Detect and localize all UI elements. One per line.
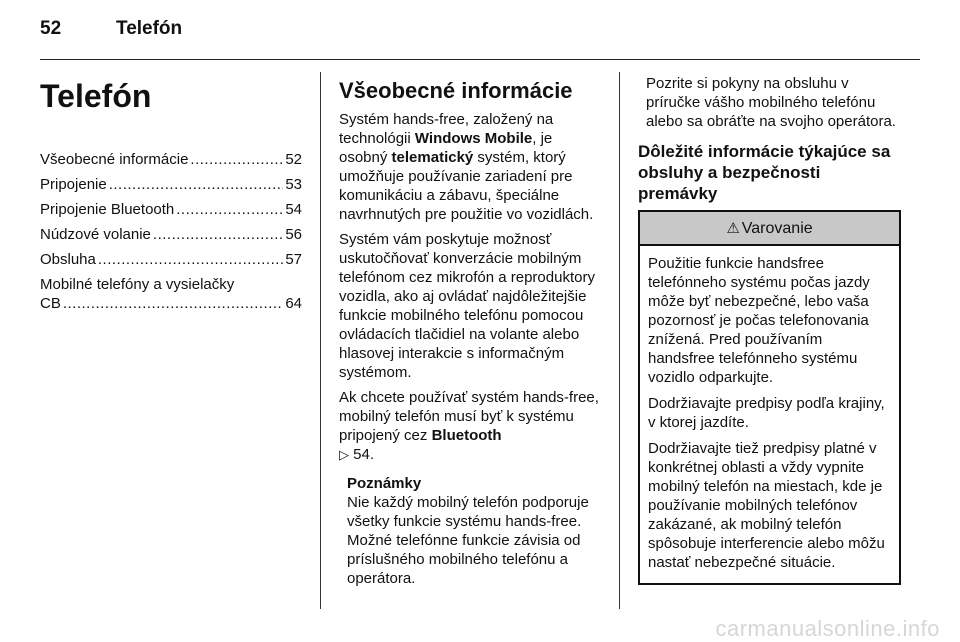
- toc-entry-label: Pripojenie: [40, 176, 107, 193]
- warning-box: [638, 210, 901, 585]
- toc-entry-label: Núdzové volanie: [40, 226, 151, 243]
- note-title: Poznámky: [347, 475, 422, 492]
- toc-entry[interactable]: [40, 175, 302, 194]
- toc-entry[interactable]: [40, 250, 302, 269]
- watermark: carmanualsonline.info: [715, 616, 940, 641]
- paragraph-system: Systém vám poskytuje možnosť uskutočňovať konverzácie mobilným telefónom cez mikrofón a reproduktory vozidla, ako aj ovládať najdôležitejšie funkcie mobilného telefónu pomocou ovládacích tlačidiel na volante alebo hlasovej interakcie s informačným systémom.: [339, 231, 595, 381]
- toc-entry-page: 57: [285, 251, 302, 268]
- bluetooth-term: Bluetooth: [431, 427, 502, 444]
- safety-column: [638, 74, 901, 585]
- warning-paragraph: Použitie funkcie handsfree telefónneho systému počas jazdy môže byť nebezpečné, lebo vaša pozornosť je počas telefonovania znížená. Pred používaním handsfree telefónneho systému vozidlo odparkujte.: [648, 255, 870, 386]
- toc-entry[interactable]: [40, 225, 302, 244]
- toc-entry-page: 54: [285, 201, 302, 218]
- telematic-term: telematický: [391, 149, 474, 166]
- toc-entry-page: 53: [285, 176, 302, 193]
- warning-header: [640, 212, 899, 246]
- note-block: [347, 474, 603, 588]
- header-title: Telefón: [116, 18, 183, 39]
- toc-leader: [190, 150, 283, 169]
- chapter-title: Telefón: [40, 78, 152, 114]
- toc-leader: [153, 225, 283, 244]
- warning-triangle-icon: ⚠: [726, 220, 740, 237]
- paragraph-operator: Pozrite si pokyny na obsluhu v príručke vášho mobilného telefónu alebo sa obráťte na svojho operátora.: [646, 75, 896, 130]
- toc-leader: [109, 175, 284, 194]
- toc-entry[interactable]: [40, 200, 302, 219]
- toc-entry-page: 52: [285, 151, 302, 168]
- toc-leader: [98, 250, 283, 269]
- column-divider-2: [619, 72, 620, 609]
- toc-entry-page: 56: [285, 226, 302, 243]
- page-reference[interactable]: 54.: [353, 446, 375, 463]
- toc-entry-label-line2: CB: [40, 295, 61, 312]
- toc-entry-label: Pripojenie Bluetooth: [40, 201, 175, 218]
- paragraph-intro: Systém hands-free, založený na technológii Windows Mobile, je osobný telematický systém, ktorý umožňuje používanie zariadení pre komunikáciu a zábavu, špeciálne navrhnutých pre použitie vo vozidlách.: [339, 111, 594, 223]
- warning-body: [640, 246, 899, 583]
- section-heading: Všeobecné informácie: [339, 78, 573, 103]
- warning-title: Varovanie: [741, 220, 813, 237]
- general-info-column: [339, 74, 603, 588]
- page-number: 52: [40, 18, 62, 39]
- toc-entry-page: 64: [285, 295, 302, 312]
- subsection-heading: Dôležité informácie týkajúce sa obsluhy a bezpečnosti premávky: [638, 142, 891, 203]
- warning-paragraph: Dodržiavajte tiež predpisy platné v konkrétnej oblasti a vždy vypnite mobilný telefón na miestach, kde je používanie mobilných telefónov zakázané, ak mobilný telefón spôsobuje interferencie alebo môžu nastať nebezpečné situácie.: [648, 440, 885, 571]
- toc-entry-label: Všeobecné informácie: [40, 151, 189, 168]
- toc-entry[interactable]: [40, 275, 302, 313]
- toc-leader: [63, 294, 283, 313]
- toc-entry[interactable]: [40, 150, 302, 169]
- page-reference-icon: ▷: [339, 447, 349, 462]
- column-divider-1: [320, 72, 321, 609]
- toc-entry-label: Obsluha: [40, 251, 96, 268]
- toc-entry-label-line1: Mobilné telefóny a vysielačky: [40, 276, 235, 293]
- note-text: Nie každý mobilný telefón podporuje všetky funkcie systému hands-free. Možné telefónne funkcie závisia od príslušného mobilného telefónu a operátora.: [347, 494, 589, 587]
- header-divider: [40, 59, 920, 60]
- toc-column: [40, 74, 302, 319]
- toc-leader: [176, 200, 283, 219]
- windows-mobile-term: Windows Mobile: [414, 130, 533, 147]
- warning-paragraph: Dodržiavajte predpisy podľa krajiny, v ktorej jazdíte.: [648, 395, 885, 431]
- page-header: [40, 18, 920, 50]
- paragraph-bluetooth: Ak chcete používať systém hands-free, mobilný telefón musí byť k systému pripojený cez Bluetooth ▷ 54.: [339, 389, 599, 463]
